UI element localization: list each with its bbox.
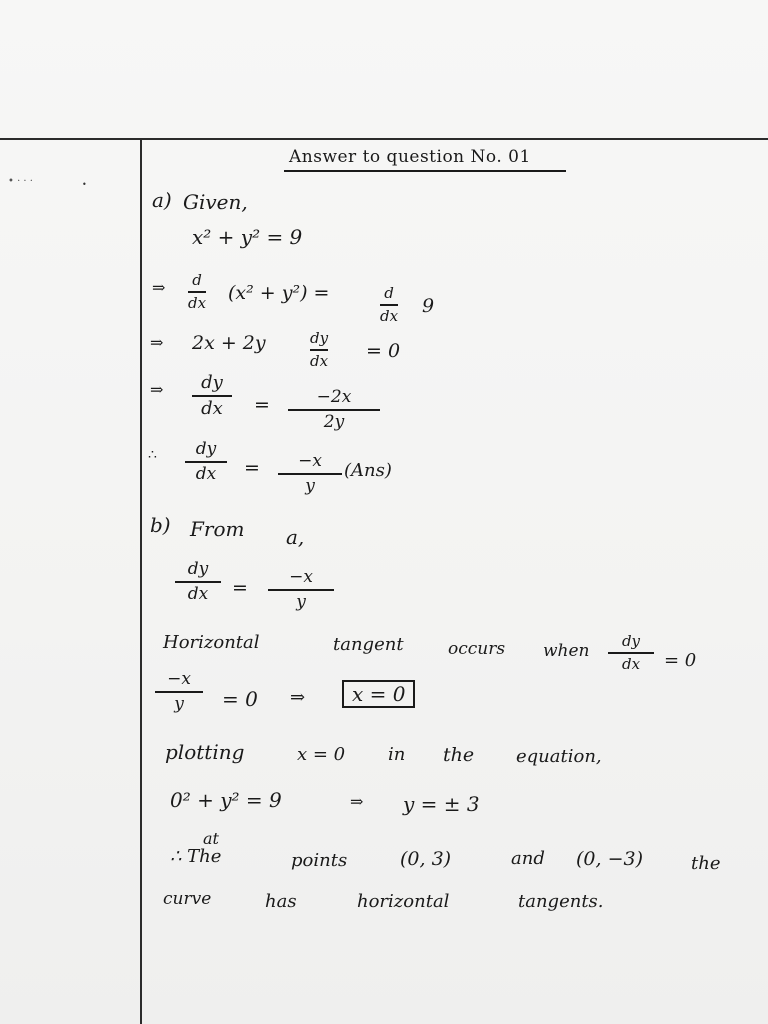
sub-arrow: ⇒ [350, 792, 364, 811]
step4-rhs [278, 452, 342, 495]
therefore-the: ∴ The [170, 846, 222, 867]
step4-dy-dx [185, 440, 227, 483]
frac-num: dy [195, 439, 217, 459]
frac-num: −x [298, 451, 322, 471]
frac-num: dy [310, 329, 329, 347]
implies-arrow-2: ⇒ [150, 333, 164, 352]
b-dy-dx [175, 560, 221, 603]
frac-num: d [192, 271, 202, 289]
boxed-result: x = 0 [342, 680, 415, 708]
tangents-word: tangents. [518, 891, 604, 912]
page-title: Answer to question No. 01 [289, 147, 531, 167]
from-text: From [190, 517, 245, 541]
part-b-label: b) [150, 513, 171, 537]
d-dx-left [188, 272, 206, 311]
b-rhs [268, 568, 334, 611]
in-word: in [388, 744, 406, 765]
frac-den: dx [201, 397, 223, 419]
frac-bar [155, 691, 203, 693]
frac-num: dy [201, 372, 223, 393]
frac-bar [188, 291, 206, 293]
frac-num: −2x [316, 387, 352, 407]
y-result: y = ± 3 [403, 792, 480, 816]
equals-4: = [244, 457, 260, 479]
pen-dots: • · · · [8, 176, 33, 187]
points-word: points [291, 850, 348, 871]
implies-arrow-1: ⇒ [152, 278, 166, 297]
title-underline [284, 170, 566, 172]
zero-eq: = 0 [222, 687, 258, 711]
curve-word: curve [163, 889, 212, 909]
step3-rhs [288, 388, 380, 431]
step2-left: 2x + 2y [192, 332, 266, 354]
frac-num: −x [289, 567, 313, 587]
frac-den: y [174, 693, 184, 714]
frac-den: dx [380, 306, 399, 325]
x-zero: x = 0 [297, 744, 346, 765]
given-text: Given, [183, 190, 248, 214]
when-word: when [543, 641, 590, 661]
frac-den: dx [621, 654, 641, 673]
point-2: (0, −3) [576, 848, 644, 870]
frac-den: y [296, 591, 306, 612]
step1-middle: (x² + y²) = [228, 282, 330, 304]
the-word: the [443, 744, 475, 766]
substituted-eq: 0² + y² = 9 [170, 788, 282, 812]
step1-right-value: 9 [422, 295, 435, 317]
d-dx-right [380, 285, 398, 324]
frac-bar [185, 461, 227, 463]
frac-bar [268, 589, 334, 591]
has-word: has [265, 891, 297, 912]
frac-bar [278, 473, 342, 475]
horizontal-word: Horizontal [163, 632, 260, 653]
implies-arrow-3: ⇒ [150, 380, 164, 399]
at-word: at [203, 829, 219, 848]
part-a-label: a) [152, 188, 172, 212]
the-word-2: the [691, 853, 721, 874]
frac-bar [608, 652, 654, 654]
answer-marker: (Ans) [344, 460, 392, 481]
plotting-word: plotting [165, 740, 245, 764]
frac-bar [380, 304, 398, 306]
when-dy-dx [608, 633, 654, 672]
occurs-word: occurs [448, 639, 506, 659]
point-1: (0, 3) [400, 848, 452, 870]
horizontal-word-2: horizontal [357, 891, 450, 912]
zero-arrow: ⇒ [290, 687, 306, 708]
zero-frac [155, 670, 203, 713]
frac-den: 2y [323, 411, 345, 432]
step3-dy-dx [192, 373, 232, 419]
frac-den: dx [310, 351, 329, 370]
equation-given: x² + y² = 9 [192, 225, 303, 249]
step2-right: = 0 [366, 340, 401, 362]
frac-den: y [305, 475, 315, 496]
frac-bar [192, 395, 232, 397]
frac-num: −x [167, 669, 191, 689]
equation-word: equation, [516, 746, 602, 767]
when-right: = 0 [664, 650, 697, 671]
frac-num: d [384, 284, 394, 302]
left-margin-line [140, 138, 142, 1024]
frac-bar [288, 409, 380, 411]
top-margin-line [0, 138, 768, 140]
and-word: and [511, 848, 545, 869]
therefore-symbol: ∴ [148, 447, 157, 463]
b-equals: = [232, 577, 248, 599]
step2-dy-dx [310, 330, 328, 369]
frac-bar [175, 581, 221, 583]
pen-dot: • [82, 180, 87, 189]
frac-num: dy [621, 632, 641, 650]
frac-den: dx [195, 463, 217, 484]
frac-den: dx [188, 293, 207, 312]
a-ref: a, [286, 525, 305, 549]
frac-num: dy [187, 559, 209, 579]
frac-den: dx [187, 583, 209, 604]
equals-3: = [254, 394, 270, 416]
frac-bar [310, 349, 328, 351]
tangent-word: tangent [333, 634, 404, 655]
